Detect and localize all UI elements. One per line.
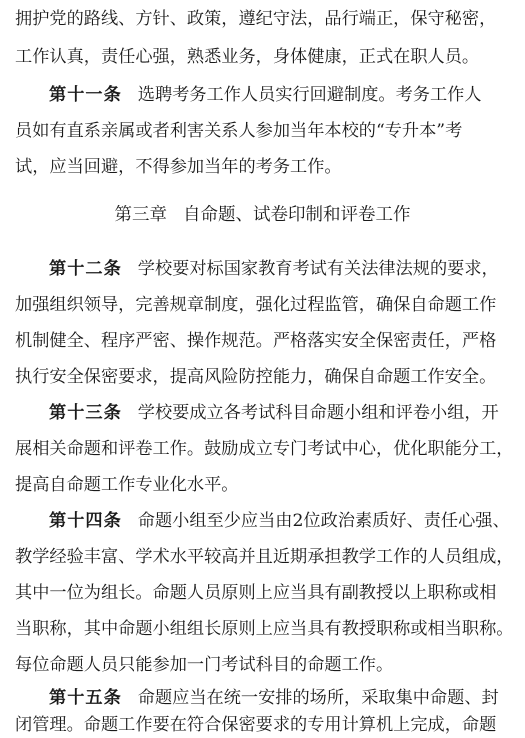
line-text: 拥护党的路线、方针、政策，遵纪守法，品行端正，保守秘密， (15, 9, 497, 29)
line-text: 每位命题人员只能参加一门考试科目的命题工作。 (15, 655, 394, 675)
line-text: 命题应当在统一安排的场所，采取集中命题、封 (137, 688, 499, 708)
line-text: 执行安全保密要求，提高风险防控能力，确保自命题工作安全。 (15, 367, 497, 387)
line-text: 教学经验丰富、学术水平较高并且近期承担教学工作的人员组成， (15, 547, 514, 567)
paragraph-line (15, 472, 512, 498)
line-text: 加强组织领导，完善规章制度，强化过程监管，确保自命题工作 (15, 295, 497, 315)
line-text: 员如有直系亲属或者利害关系人参加当年本校的“专升本”考 (15, 121, 463, 141)
paragraph-line (15, 44, 512, 70)
paragraph-line (15, 652, 512, 678)
paragraph-line (15, 364, 512, 390)
article-11-first-line (49, 82, 512, 108)
line-text: 命题小组至少应当由2位政治素质好、责任心强、 (137, 511, 510, 531)
paragraph-line (15, 292, 512, 318)
line-text: 闭管理。命题工作要在符合保密要求的专用计算机上完成，命题 (15, 715, 497, 735)
line-text: 提高自命题工作专业化水平。 (15, 475, 239, 495)
article-label: 第十一条 (49, 85, 122, 105)
paragraph-line (15, 154, 512, 180)
paragraph-line (15, 616, 512, 642)
paragraph-line (15, 580, 512, 606)
line-text: 试，应当回避，不得参加当年的考务工作。 (15, 157, 342, 177)
article-15-first-line (49, 685, 512, 711)
article-14-first-line (49, 508, 512, 534)
chapter-heading (0, 202, 525, 228)
line-text: 学校要成立各考试科目命题小组和评卷小组，开 (137, 403, 499, 423)
paragraph-line (15, 712, 512, 738)
article-label: 第十五条 (49, 688, 122, 708)
paragraph-line (15, 544, 512, 570)
chapter-number: 第三章 (114, 205, 167, 225)
paragraph-line (15, 6, 512, 32)
line-text: 机制健全、程序严密、操作规范。严格落实安全保密责任，严格 (15, 331, 497, 351)
article-13-first-line (49, 400, 512, 426)
line-text: 其中一位为组长。命题人员原则上应当具有副教授以上职称或相 (15, 583, 497, 603)
article-label: 第十四条 (49, 511, 122, 531)
line-text: 当职称，其中命题小组组长原则上应当具有教授职称或相当职称。 (15, 619, 514, 639)
paragraph-line (15, 328, 512, 354)
line-text: 工作认真，责任心强，熟悉业务，身体健康，正式在职人员。 (15, 47, 480, 67)
line-text: 学校要对标国家教育考试有关法律法规的要求， (137, 259, 499, 279)
paragraph-line (15, 118, 512, 144)
article-label: 第十三条 (49, 403, 122, 423)
paragraph-line (15, 436, 512, 462)
article-label: 第十二条 (49, 259, 122, 279)
line-text: 展相关命题和评卷工作。鼓励成立专门考试中心，优化职能分工， (15, 439, 514, 459)
line-text: 选聘考务工作人员实行回避制度。考务工作人 (137, 85, 482, 105)
article-12-first-line (49, 256, 512, 282)
chapter-title: 自命题、试卷印制和评卷工作 (183, 205, 411, 225)
